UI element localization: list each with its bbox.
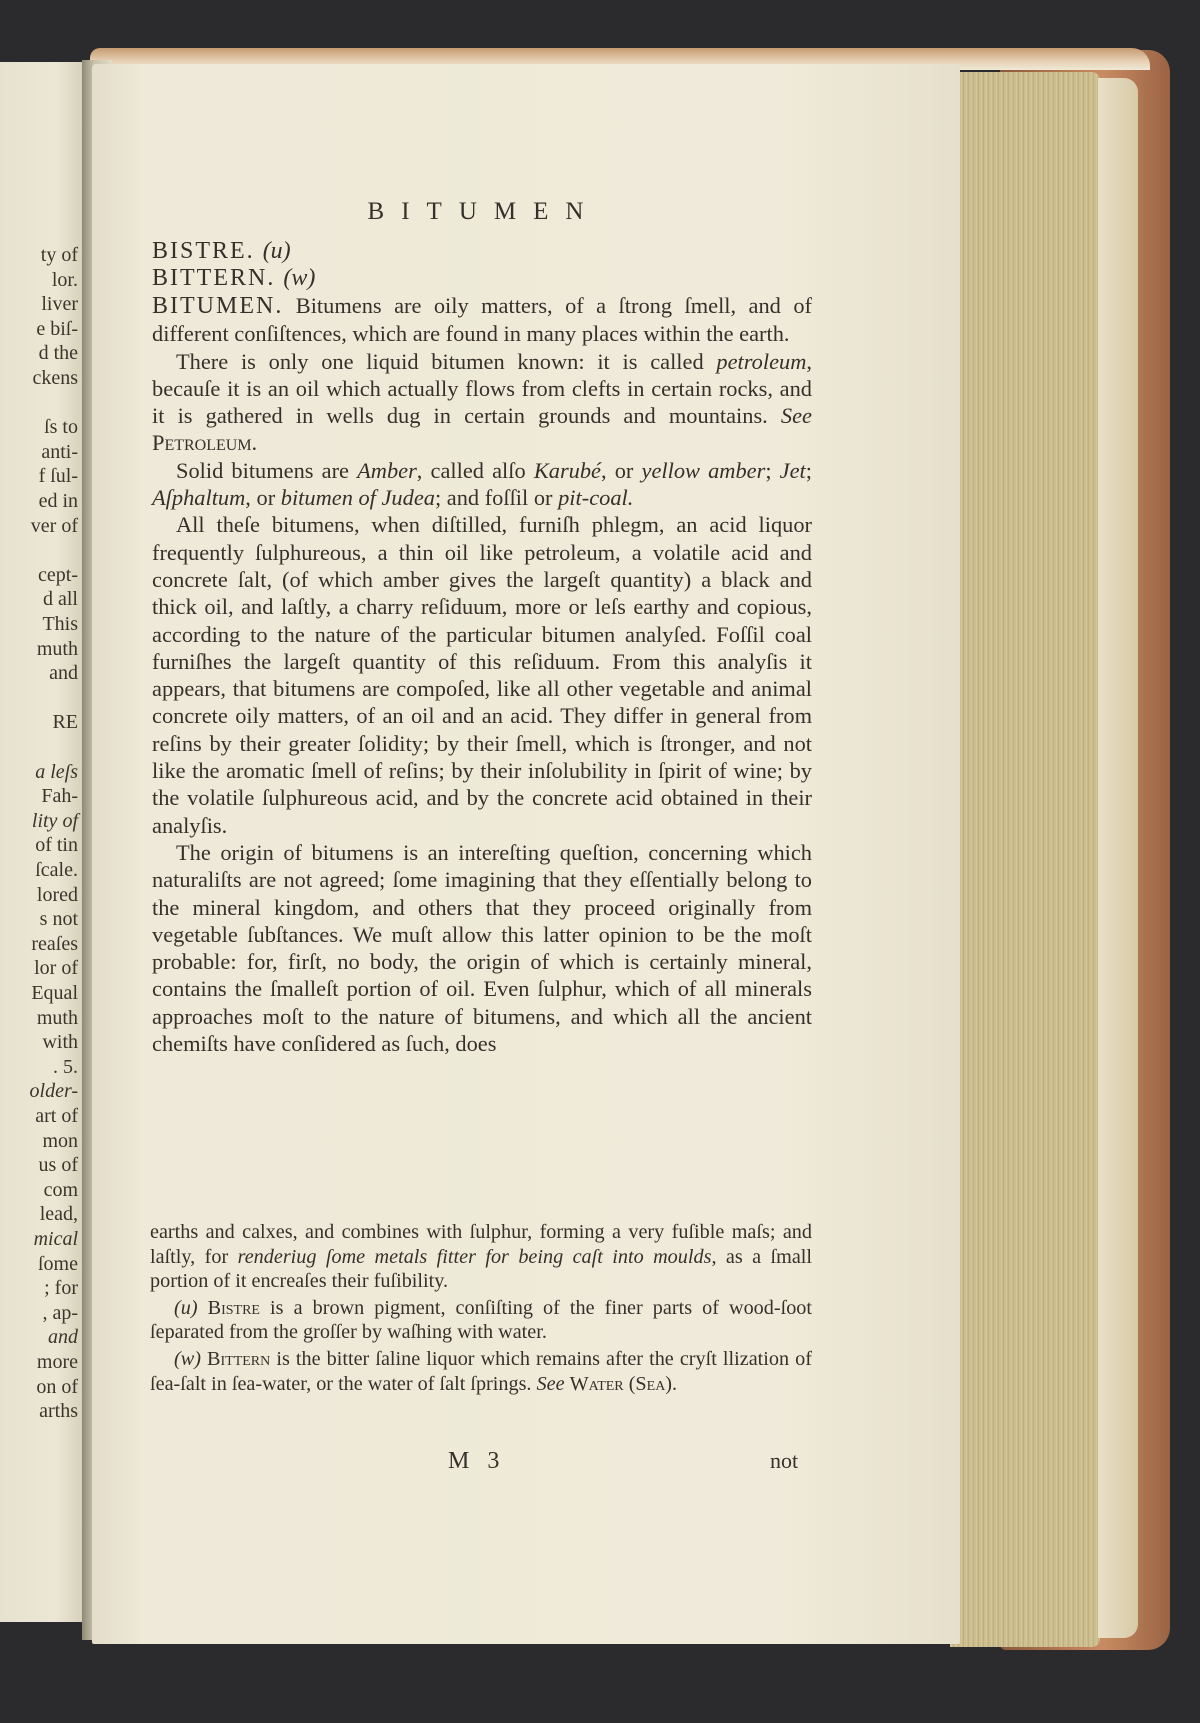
left-page-line: lity of — [31, 809, 78, 832]
left-page-line: . 5. — [53, 1055, 78, 1078]
left-page-line: ſcale. — [35, 859, 78, 881]
footnotes — [150, 1220, 812, 1398]
left-page-fragment — [0, 62, 92, 1622]
paragraph-text: There is only one liquid bitumen known: it is called — [176, 348, 717, 374]
left-page-line: cept- — [38, 563, 78, 586]
left-page-line: lored — [36, 883, 78, 906]
term-bitumen-of-judea: bitumen of Judea — [280, 485, 435, 511]
term-amber: Amber — [357, 457, 417, 483]
left-page-line: s not — [39, 908, 78, 931]
paragraph-distillation: All theſe bitumens, when diſtilled, furniſh phlegm, an acid liquor frequently ſulphureous, a thin oil like petroleum, a volatile acid and concrete ſalt, (of which amber gives the largeſt quantity) a black and thick oil, and laſtly, a charry reſiduum, more or leſs earthy and copious, according to the nature of the particular bitumen analyſed. Foſſil coal furniſhes the largeſt quantity of this reſiduum. From this analyſis it appears, that bitumens are compoſed, like all other vegetable and animal concrete oily matters, of an oil and an acid. They differ in general from reſins by their greater ſolidity; by their ſmell, which is ſtronger, and not like the aromatic ſmell of reſins; by their inſolubility in ſpirit of wine; by the volatile ſulphureous acid, and by the concrete acid obtained in their analyſis. — [152, 512, 812, 838]
paragraph-text: , becauſe it is an oil which actually flows from clefts in certain rocks, and it is gathered in wells dug in certain grounds and mountains. — [152, 348, 812, 429]
paragraph-origin: The origin of bitumens is an intereſting queſtion, concerning which naturaliſts are not agreed; ſome imagining that they eſſentially belong to the mineral kingdom, and others that they proceed originally from vegetable ſubſtances. We muſt allow this latter opinion to be the moſt probable: for, firſt, no body, the origin of which is certainly mineral, contains the ſmalleſt portion of oil. Even ſulphur, which of all minerals approaches moſt to the nature of bitumens, and which all the ancient chemiſts have conſidered as ſuch, does — [152, 839, 812, 1057]
left-page-line: art of — [35, 1105, 78, 1127]
paragraph-bitumen-intro — [152, 292, 812, 348]
term-asphaltum: Aſphaltum — [152, 485, 246, 511]
paragraph-text: Bitumens are oily matters, of a ſtrong ſmell, and of different conſiſtences, which are found in many places within the earth. — [152, 293, 812, 347]
see-label: See — [780, 403, 812, 429]
catchword: not — [770, 1448, 799, 1473]
left-page-line: ver of — [30, 514, 78, 537]
entry-title-bitumen: BITUMEN. — [152, 293, 284, 319]
left-page-line: anti- — [41, 440, 78, 463]
left-page-line: com — [43, 1178, 78, 1201]
paragraph-text: ; — [765, 457, 780, 483]
term-pit-coal: pit-coal. — [558, 485, 634, 511]
entry-bittern — [152, 265, 812, 292]
footnote-text: is the bitter ſaline liquor which remains after the cryſt llization of ſea-ſalt in ſea-water, or the water of ſalt ſprings. — [150, 1347, 812, 1395]
left-page-line: f ſul- — [38, 465, 78, 488]
footnote-text: is a brown pigment, conſiſting of the finer parts of wood-ſoot ſeparated from the groſſer by waſhing with water. — [150, 1296, 812, 1344]
left-page-line: of tin — [35, 834, 78, 857]
left-page-line: with — [42, 1031, 78, 1054]
paragraph-text: , or — [601, 457, 642, 483]
footnote-u — [150, 1296, 812, 1345]
left-page-line: reaſes — [31, 932, 78, 955]
left-page-line: e biſ- — [36, 317, 78, 340]
left-page-line: muth — [36, 637, 78, 660]
term-jet: Jet — [779, 457, 806, 483]
cross-reference-petroleum: Petroleum. — [152, 430, 258, 456]
left-page-line: , ap- — [42, 1301, 78, 1324]
entry-bistre — [152, 238, 812, 265]
paragraph-solid-bitumens — [152, 457, 812, 512]
left-page-line: lor. — [51, 268, 78, 291]
left-page-line: d the — [38, 342, 78, 365]
page-block-outer-edge — [1098, 78, 1138, 1638]
term-petroleum: petroleum — [716, 348, 807, 374]
see-label: See — [536, 1372, 565, 1395]
left-page-line: ckens — [32, 367, 78, 389]
cross-reference-water-sea: Water (Sea). — [569, 1372, 678, 1395]
footnote-term-bistre: Bistre — [207, 1296, 260, 1319]
left-page-line: d all — [43, 588, 78, 611]
left-page-line: ; for — [44, 1277, 78, 1300]
paragraph-text: ; — [805, 457, 813, 483]
footnote-ref-u: (u) — [262, 238, 291, 264]
left-page-line: on of — [36, 1375, 78, 1398]
page-body — [152, 238, 812, 1057]
left-page-line: ed in — [38, 490, 78, 512]
left-page-line: ſs to — [44, 416, 78, 439]
page-block-edge — [950, 72, 1100, 1647]
footnote-continuation — [150, 1220, 812, 1294]
left-page-line: Fah- — [41, 785, 78, 808]
left-page-line: and — [49, 662, 78, 685]
footnote-text: earths and calxes, and combines with ſulphur, forming a very fuſible maſs; and laſtly, for — [150, 1221, 812, 1268]
footnote-text: , as a ſmall portion of it encreaſes their fuſibility. — [150, 1245, 813, 1293]
entry-title: BITTERN. — [152, 265, 276, 291]
left-page-line: This — [42, 613, 78, 635]
left-page-line: ty of — [40, 244, 78, 266]
term-yellow-amber: yellow amber — [641, 457, 766, 483]
left-page-line: more — [36, 1351, 78, 1373]
left-page-line: liver — [41, 293, 78, 316]
left-page-line: arths — [39, 1400, 78, 1423]
left-page-line: Equal — [31, 982, 78, 1004]
left-page-line: mon — [42, 1129, 78, 1152]
left-page-line: muth — [36, 1006, 78, 1029]
footnote-term-bittern: Bittern — [207, 1347, 271, 1370]
term-karube: Karubé — [533, 457, 601, 483]
left-page-line: older- — [29, 1080, 78, 1103]
paragraph-liquid-bitumen — [152, 348, 812, 457]
paragraph-text: , or — [245, 485, 281, 511]
footnote-italic-phrase: renderiug ſome metals fitter for being caſt into moulds — [237, 1245, 712, 1268]
left-page-line: lead, — [39, 1203, 78, 1226]
paragraph-text: Solid bitumens are — [176, 457, 358, 483]
entry-title: BISTRE. — [152, 238, 255, 264]
footnote-marker-w: (w) — [174, 1347, 201, 1370]
signature-mark: M 3 — [448, 1448, 506, 1474]
footnote-ref-w: (w) — [283, 265, 316, 291]
running-head: BITUMEN — [367, 198, 601, 225]
left-page-line: a leſs — [35, 760, 78, 783]
left-page-line: mical — [33, 1228, 78, 1250]
paragraph-text: , called alſo — [416, 457, 534, 483]
left-page-line: lor of — [34, 957, 78, 980]
left-page-line: us of — [38, 1154, 78, 1177]
left-page-line: and — [48, 1326, 78, 1349]
footnote-w — [150, 1347, 812, 1396]
paragraph-text: ; and foſſil or — [434, 485, 559, 511]
footnote-marker-u: (u) — [174, 1296, 198, 1319]
left-page-line: ſome — [38, 1252, 78, 1275]
left-page-line: RE — [52, 711, 78, 734]
